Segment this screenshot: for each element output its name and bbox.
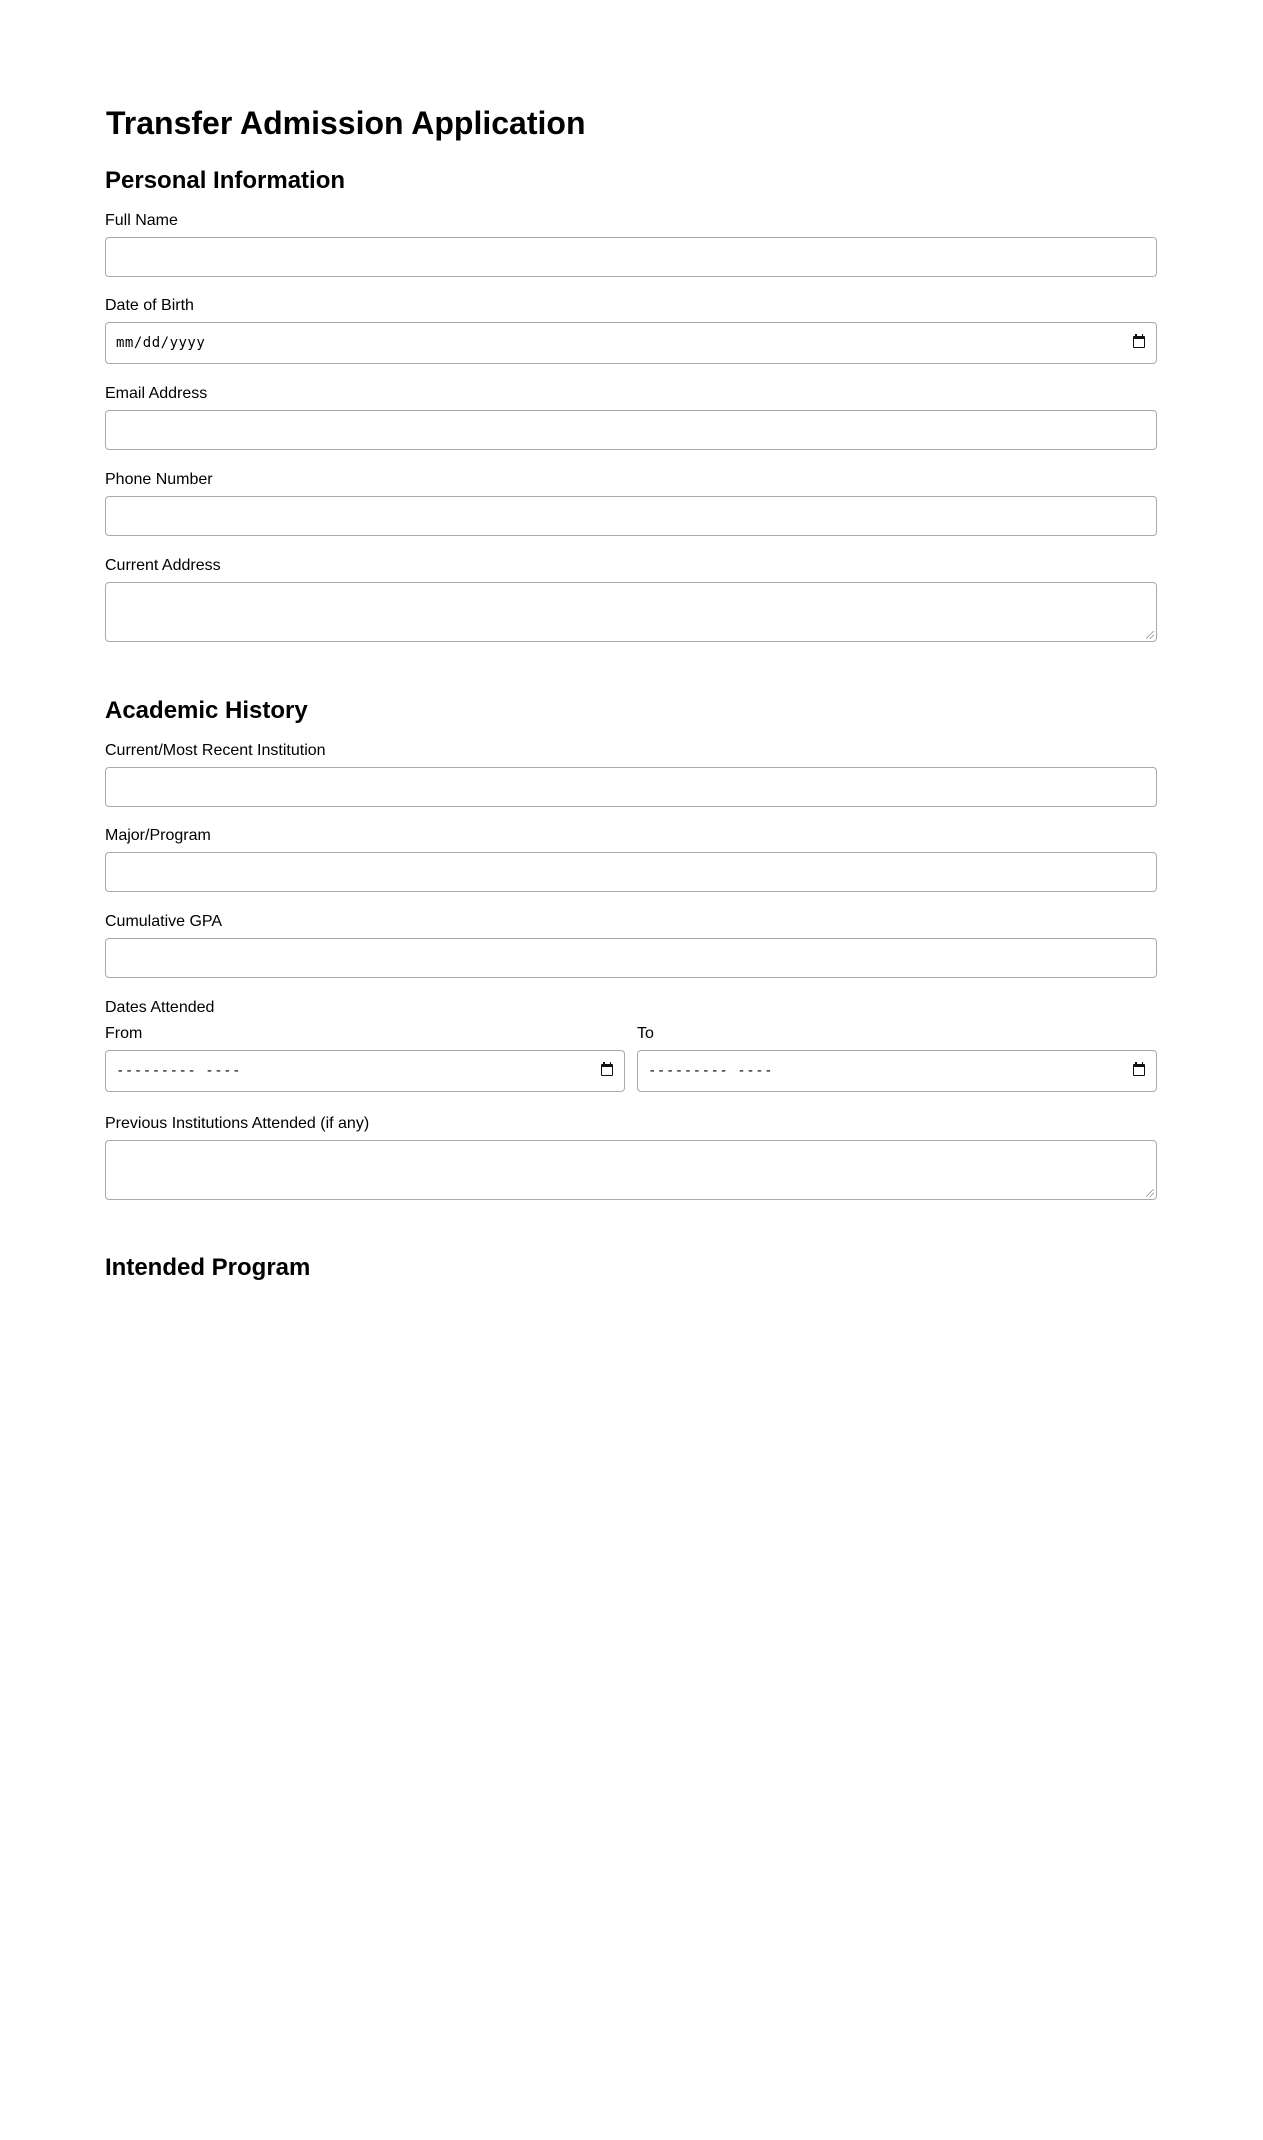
institution-input[interactable] bbox=[105, 767, 1157, 807]
full-name-input[interactable] bbox=[105, 237, 1157, 277]
major-program-label: Major/Program bbox=[105, 827, 211, 844]
to-date-label: To bbox=[637, 1025, 654, 1042]
phone-number-input[interactable] bbox=[105, 496, 1157, 536]
institution-label: Current/Most Recent Institution bbox=[105, 742, 326, 759]
major-program-input[interactable] bbox=[105, 852, 1157, 892]
dates-attended-label: Dates Attended bbox=[105, 999, 215, 1016]
date-of-birth-placeholder: mm/dd/yyyy bbox=[116, 335, 206, 351]
section-heading-academic-history: Academic History bbox=[105, 697, 308, 724]
from-date-placeholder: --------- ---- bbox=[116, 1063, 242, 1079]
previous-institutions-textarea[interactable] bbox=[105, 1140, 1157, 1200]
calendar-icon[interactable] bbox=[601, 1064, 613, 1076]
calendar-icon[interactable] bbox=[1133, 1064, 1145, 1076]
date-of-birth-input[interactable] bbox=[105, 322, 1157, 364]
section-heading-intended-program: Intended Program bbox=[105, 1254, 311, 1281]
page-title: Transfer Admission Application bbox=[106, 105, 586, 141]
email-address-input[interactable] bbox=[105, 410, 1157, 450]
to-date-input[interactable] bbox=[637, 1050, 1157, 1092]
to-date-placeholder: --------- ---- bbox=[648, 1063, 774, 1079]
from-date-input[interactable] bbox=[105, 1050, 625, 1092]
resize-grip-icon[interactable] bbox=[1146, 631, 1154, 639]
full-name-label: Full Name bbox=[105, 212, 178, 229]
date-of-birth-label: Date of Birth bbox=[105, 297, 194, 314]
phone-number-label: Phone Number bbox=[105, 471, 213, 488]
resize-grip-icon[interactable] bbox=[1146, 1189, 1154, 1197]
current-address-label: Current Address bbox=[105, 557, 221, 574]
current-address-textarea[interactable] bbox=[105, 582, 1157, 642]
cumulative-gpa-input[interactable] bbox=[105, 938, 1157, 978]
cumulative-gpa-label: Cumulative GPA bbox=[105, 913, 223, 930]
from-date-label: From bbox=[105, 1025, 143, 1042]
previous-institutions-label: Previous Institutions Attended (if any) bbox=[105, 1115, 370, 1132]
calendar-icon[interactable] bbox=[1133, 336, 1145, 348]
section-heading-personal-information: Personal Information bbox=[105, 167, 346, 194]
email-address-label: Email Address bbox=[105, 385, 208, 402]
